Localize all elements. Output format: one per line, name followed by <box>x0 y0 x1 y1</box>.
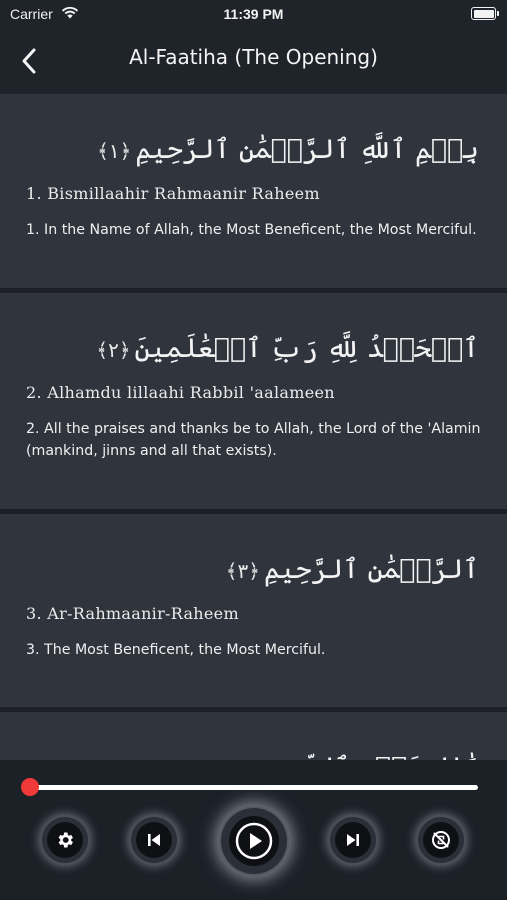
carrier-label: Carrier <box>10 6 53 22</box>
back-button[interactable] <box>16 46 42 76</box>
next-button[interactable] <box>330 817 376 863</box>
ayah-number-marker: ﴿١﴾ <box>97 139 132 163</box>
play-button[interactable] <box>221 808 287 874</box>
arabic-text: بِسۡمِ ٱللَّهِ ٱلرَّحۡمَٰنِ ٱلرَّحِيمِ﴿١﴾ <box>97 134 479 165</box>
verse-card-3[interactable] <box>0 514 507 712</box>
audio-player <box>0 760 507 900</box>
skip-previous-icon <box>145 831 163 849</box>
verse-card-1[interactable] <box>0 94 507 293</box>
settings-button[interactable] <box>42 817 88 863</box>
play-icon <box>235 822 273 860</box>
verse-list[interactable] <box>0 94 507 760</box>
status-time: 11:39 PM <box>223 6 284 22</box>
translation-text: 1. In the Name of Allah, the Most Beneficent, the Most Merciful. <box>26 222 477 238</box>
arabic-text: ٱلۡحَمۡدُ لِلَّهِ رَبِّ ٱلۡعَٰلَمِينَ﴿٢﴾ <box>96 333 479 364</box>
skip-next-icon <box>344 831 362 849</box>
status-bar <box>0 0 507 28</box>
page-title: Al-Faatiha (The Opening) <box>129 45 378 69</box>
progress-track[interactable] <box>30 785 478 790</box>
ayah-number-marker: ﴿٣﴾ <box>225 559 260 583</box>
translation-text: 2. All the praises and thanks be to Allah, the Lord of the 'Alamin (mankind, jinns and all that exists). <box>26 421 481 459</box>
repeat-toggle-button[interactable] <box>418 817 464 863</box>
nav-bar <box>0 28 507 94</box>
gear-icon <box>55 830 75 850</box>
repeat-off-icon <box>430 829 452 851</box>
transliteration-text: 3. Ar-Rahmaanir-Raheem <box>26 604 239 623</box>
translation-text: 3. The Most Beneficent, the Most Merciful. <box>26 642 326 658</box>
verse-card-2[interactable] <box>0 293 507 514</box>
progress-thumb[interactable] <box>21 778 39 796</box>
battery-icon <box>471 7 496 20</box>
transliteration-text: 1. Bismillaahir Rahmaanir Raheem <box>26 184 320 203</box>
transliteration-text: 2. Alhamdu lillaahi Rabbil 'aalameen <box>26 383 335 402</box>
previous-button[interactable] <box>131 817 177 863</box>
arabic-text: ٱلرَّحۡمَٰنِ ٱلرَّحِيمِ﴿٣﴾ <box>225 554 479 585</box>
ayah-number-marker: ﴿٢﴾ <box>96 338 131 362</box>
